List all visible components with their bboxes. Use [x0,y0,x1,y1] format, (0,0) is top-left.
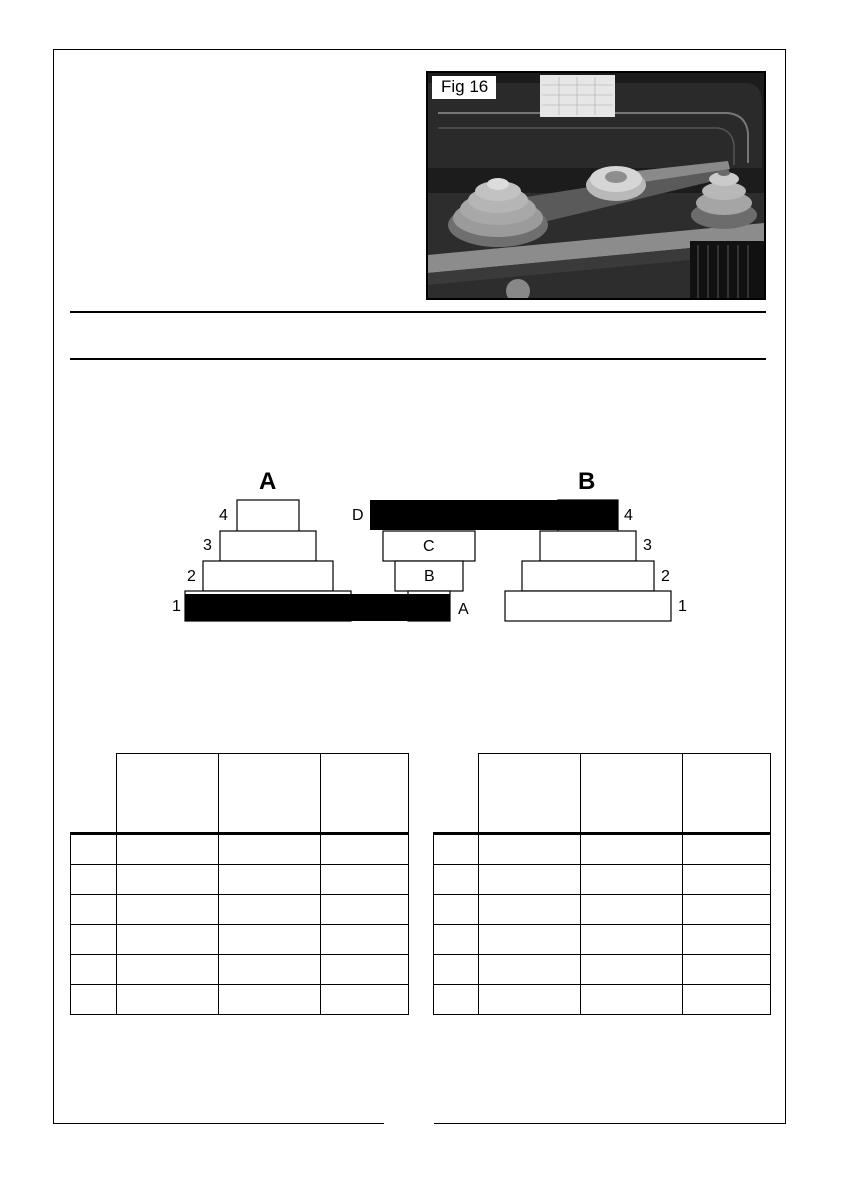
belt-upper [370,500,618,530]
pulley-b-step-2 [522,561,654,591]
pulley-a-step-label: 4 [219,507,228,524]
table-cell [683,834,771,865]
table-cell [479,985,581,1015]
table-cell [117,834,219,865]
pulley-a-step-3 [220,531,316,561]
pulley-a-step-label: 3 [203,537,212,554]
pulley-b-step-3 [540,531,636,561]
table-row [71,985,409,1015]
pulley-diagram-shapes [170,465,700,630]
table-cell [219,985,321,1015]
table-header-cell [71,754,117,834]
section-rule-bottom [70,358,766,360]
pulley-b-step-label: 3 [643,537,652,554]
middle-step-label: D [352,507,364,524]
section-rule-top [70,311,766,313]
table-cell [117,985,219,1015]
table-cell [479,895,581,925]
table-cell [683,865,771,895]
table-row [71,925,409,955]
table-header-cell [321,754,409,834]
table-cell [434,865,479,895]
table-header-row [434,754,771,834]
table-cell [479,955,581,985]
table-cell [434,834,479,865]
table-cell [683,895,771,925]
table-cell [683,925,771,955]
figure-label: Fig 16 [432,76,496,99]
table-cell [321,985,409,1015]
table-cell [117,895,219,925]
table-cell [434,985,479,1015]
middle-step-label: C [423,538,435,555]
table-cell [581,925,683,955]
table-cell [479,925,581,955]
pulley-b-step-label: 2 [661,568,670,585]
pulley-photo [426,71,766,300]
table-row [434,895,771,925]
middle-step-label: B [424,568,435,585]
table-cell [219,865,321,895]
table-cell [71,985,117,1015]
table-header-cell [683,754,771,834]
table-cell [71,955,117,985]
table-cell [434,895,479,925]
pulley-b-label: B [578,468,596,495]
table-cell [321,955,409,985]
table-cell [581,834,683,865]
table-cell [117,865,219,895]
footer-gap [384,1120,434,1128]
table-row [434,955,771,985]
table-row [434,834,771,865]
speed-table-left [70,753,409,1015]
table-cell [434,955,479,985]
table-cell [321,925,409,955]
pulley-b-step-label: 4 [624,507,633,524]
table-cell [581,985,683,1015]
table-cell [71,834,117,865]
table-cell [71,925,117,955]
table-row [434,925,771,955]
pulley-b-step-label: 1 [678,598,687,615]
pulley-a-step-label: 2 [187,568,196,585]
table-cell [321,834,409,865]
table-cell [219,955,321,985]
table-cell [581,955,683,985]
pulley-a-step-label: 1 [172,598,181,615]
table-row [71,834,409,865]
pulley-a-label: A [259,468,277,495]
table-header-cell [434,754,479,834]
table-cell [581,895,683,925]
table-row [71,955,409,985]
pulley-a-step-2 [203,561,333,591]
pulley-a-step-4 [237,500,299,532]
table-row [434,865,771,895]
table-header-cell [581,754,683,834]
table-row [434,985,771,1015]
pulley-photo-image [428,73,764,298]
table-header-cell [479,754,581,834]
table-header-row [71,754,409,834]
table-header-cell [219,754,321,834]
table-cell [321,895,409,925]
table-cell [117,925,219,955]
table-cell [683,955,771,985]
belt-lower [185,594,450,621]
table-row [71,865,409,895]
table-cell [219,834,321,865]
table-cell [117,955,219,985]
table-cell [434,925,479,955]
table-cell [219,895,321,925]
table-cell [219,925,321,955]
table-cell [321,865,409,895]
table-cell [71,865,117,895]
table-row [71,895,409,925]
table-cell [683,985,771,1015]
table-cell [581,865,683,895]
table-cell [71,895,117,925]
middle-step-label: A [458,601,469,618]
pulley-diagram [170,465,700,630]
table-cell [479,834,581,865]
table-header-cell [117,754,219,834]
speed-table-right [433,753,771,1015]
pulley-b-step-1 [505,591,671,621]
table-cell [479,865,581,895]
